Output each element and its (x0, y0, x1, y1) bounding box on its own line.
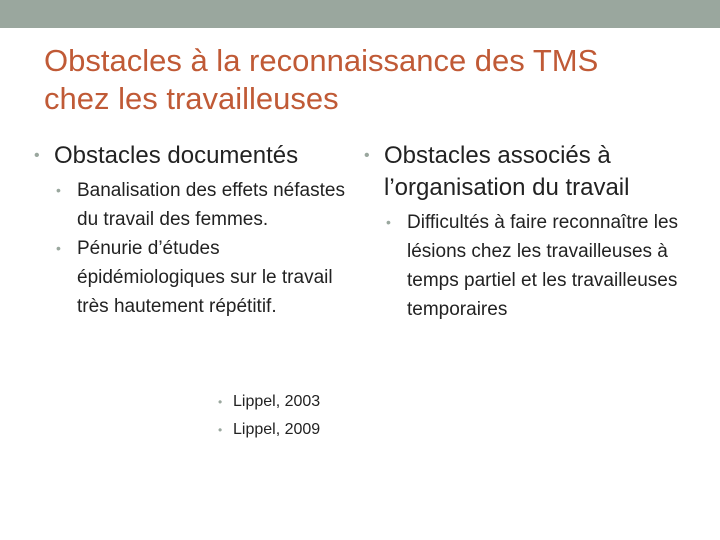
bullet-icon: • (56, 240, 61, 256)
reference-text: Lippel, 2003 (233, 393, 321, 410)
bullet-icon: • (386, 214, 391, 230)
left-heading-text: Obstacles documentés (54, 142, 299, 169)
reference-item (218, 388, 320, 416)
bullet-icon: • (56, 182, 61, 198)
slide-title-line-1: Obstacles à la reconnaissance des TMS (44, 43, 599, 78)
reference-text: Lippel, 2009 (233, 421, 321, 438)
top-bar (0, 0, 720, 28)
bullet-icon: • (218, 423, 223, 437)
left-column (34, 140, 354, 321)
slide-title (44, 42, 684, 118)
bullet-icon: • (364, 147, 370, 164)
list-item-text: Banalisation des effets néfastes du travail des femmes. (77, 180, 345, 230)
list-item-text: Difficultés à faire reconnaître les lésions chez les travailleuses à temps partiel et les travailleuses temporaires (407, 212, 679, 320)
list-item-text: Pénurie d’études épidémiologiques sur le travail très hautement répétitif. (77, 238, 333, 317)
reference-item (218, 416, 320, 444)
references (218, 388, 320, 444)
right-heading-text: Obstacles associés à l’organisation du travail (384, 142, 630, 201)
left-items (34, 176, 354, 321)
list-item (34, 234, 354, 321)
slide-title-line-2: chez les travailleuses (44, 81, 339, 116)
bullet-icon: • (218, 395, 223, 409)
right-items (364, 208, 694, 324)
left-heading (34, 140, 354, 172)
right-heading (364, 140, 694, 204)
right-column (364, 140, 694, 324)
bullet-icon: • (34, 147, 40, 164)
list-item (34, 176, 354, 234)
list-item (364, 208, 694, 324)
